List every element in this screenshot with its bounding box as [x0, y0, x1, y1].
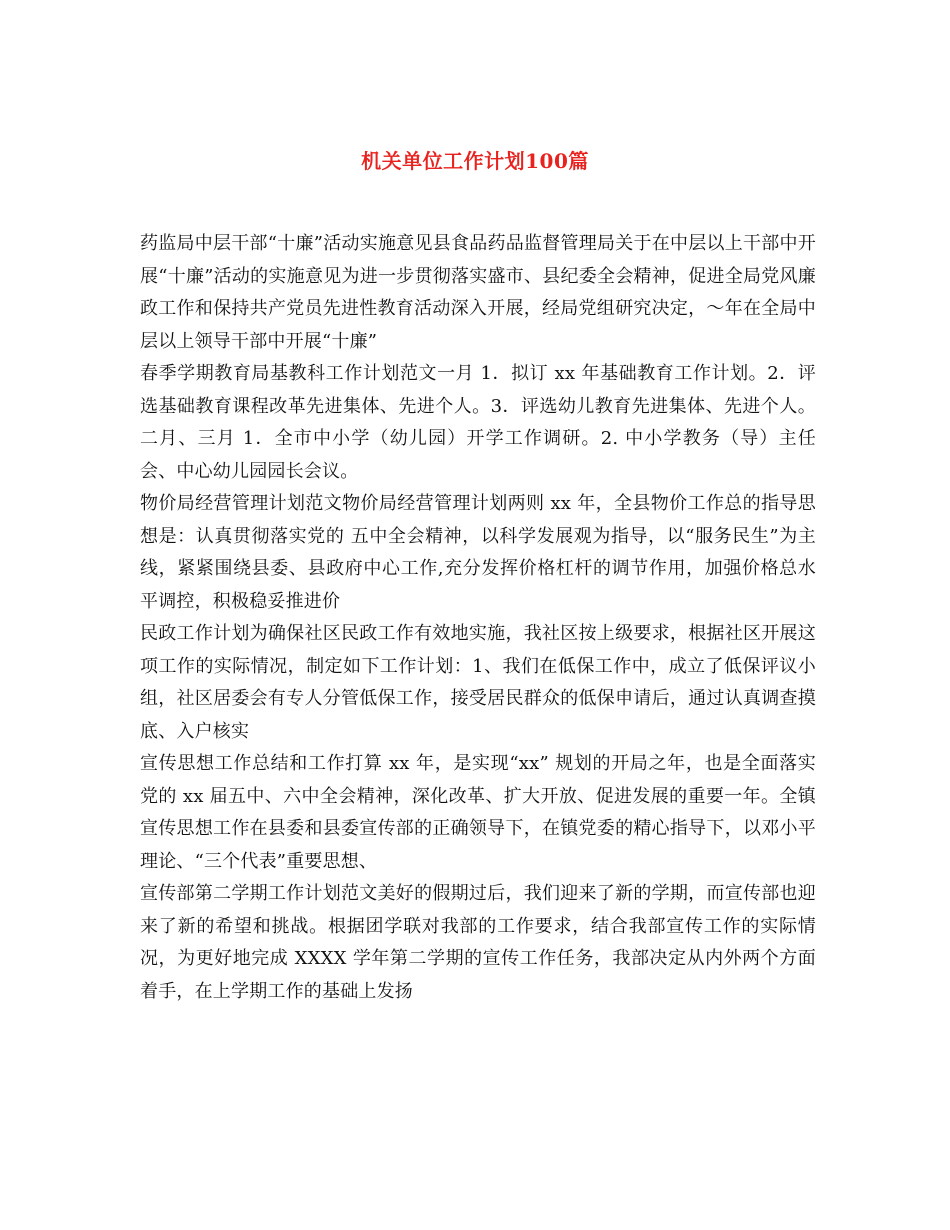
document-body	[140, 228, 816, 1008]
paragraph-publicity-summary: 宣传思想工作总结和工作打算 xx 年，是实现“xx” 规划的开局之年，也是全面落实党的 xx 届五中、六中全会精神，深化改革、扩大开放、促进发展的重要一年。全镇宣传思想工作在县委和县委宣传部的正确领导下，在镇党委的精心指导下，以邓小平理论、“三个代表”重要思想、	[140, 753, 816, 872]
paragraph-price-bureau: 物价局经营管理计划范文物价局经营管理计划两则 xx 年，全县物价工作总的指导思想是：认真贯彻落实党的 五中全会精神，以科学发展观为指导，以“服务民生”为主线，紧紧围绕县委、县政府中心工作,充分发挥价格杠杆的调节作用，加强价格总水平调控，积极稳妥推进价	[140, 493, 816, 612]
document-title: 机关单位工作计划100篇	[361, 149, 589, 173]
paragraph-publicity-semester: 宣传部第二学期工作计划范文美好的假期过后，我们迎来了新的学期，而宣传部也迎来了新的希望和挑战。根据团学联对我部的工作要求，结合我部宣传工作的实际情况，为更好地完成 XXXX 学年第二学期的宣传工作任务，我部决定从内外两个方面着手，在上学期工作的基础上发扬	[140, 883, 816, 1002]
paragraph-drug-supervision: 药监局中层干部“十廉”活动实施意见县食品药品监督管理局关于在中层以上干部中开展“十廉”活动的实施意见为进一步贯彻落实盛市、县纪委全会精神，促进全局党风廉政工作和保持共产党员先进性教育活动深入开展，经局党组研究决定，～年在全局中层以上领导干部中开展“十廉”	[140, 233, 816, 352]
paragraph-education-plan: 春季学期教育局基教科工作计划范文一月 1．拟订 xx 年基础教育工作计划。2．评选基础教育课程改革先进集体、先进个人。3．评选幼儿教育先进集体、先进个人。二月、三月 1．全市中小学（幼儿园）开学工作调研。2. 中小学教务（导）主任会、中心幼儿园园长会议。	[140, 363, 816, 482]
paragraph-civil-affairs: 民政工作计划为确保社区民政工作有效地实施，我社区按上级要求，根据社区开展这项工作的实际情况，制定如下工作计划：1、我们在低保工作中，成立了低保评议小组，社区居委会有专人分管低保工作，接受居民群众的低保申请后，通过认真调查摸底、入户核实	[140, 623, 816, 742]
